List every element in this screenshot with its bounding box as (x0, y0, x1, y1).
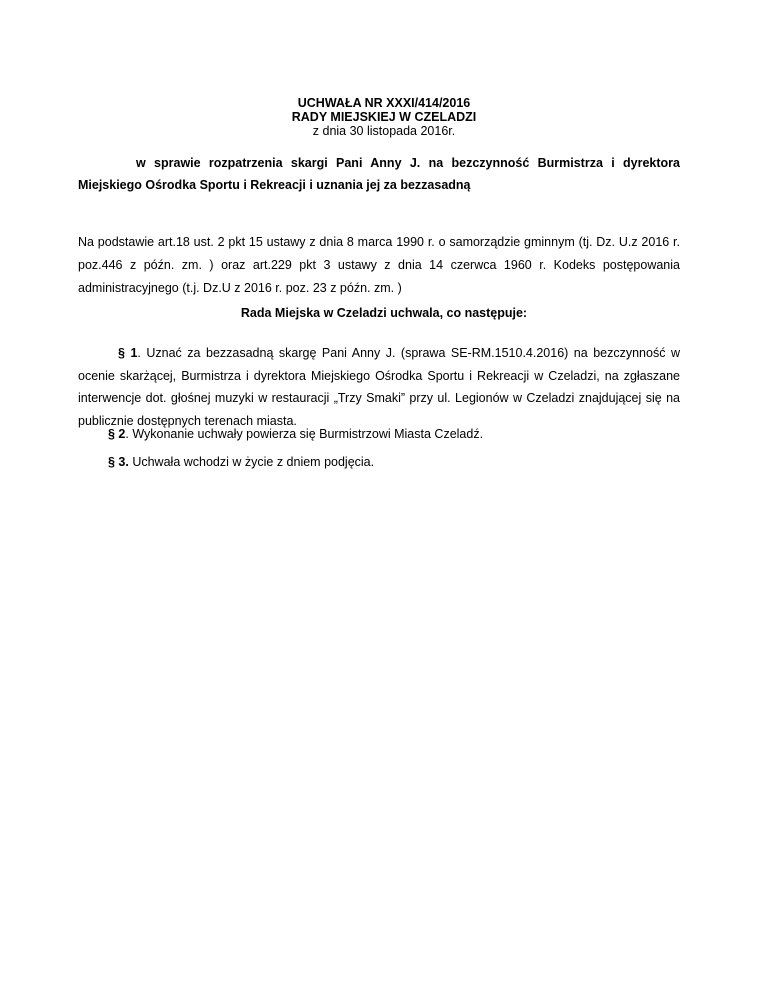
paragraph-1 (78, 342, 680, 432)
council-name: RADY MIEJSKIEJ W CZELADZI (291, 110, 477, 124)
paragraph-2 (108, 426, 483, 442)
paragraph-3-symbol: § 3. (108, 455, 129, 469)
paragraph-2-text: . Wykonanie uchwały powierza się Burmistrzowi Miasta Czeladź. (125, 427, 484, 441)
legal-basis: Na podstawie art.18 ust. 2 pkt 15 ustawy z dnia 8 marca 1990 r. o samorządzie gminnym (tj. Dz. U.z 2016 r. poz.446 z późn. zm. ) oraz art.229 pkt 3 ustawy z dnia 14 czerwca 1960 r. Kodeks postępowania administracyjnego (t.j. Dz.U z 2016 r. poz. 23 z późn. zm. ) (78, 235, 680, 295)
resolution-number: UCHWAŁA NR XXXI/414/2016 (297, 96, 471, 110)
council-resolves-heading: Rada Miejska w Czeladzi uchwala, co następuje: (240, 306, 528, 320)
paragraph-1-text: . Uznać za bezzasadną skargę Pani Anny J. (sprawa SE-RM.1510.4.2016) na bezczynność w ocenie skarżącej, Burmistrza i dyrektora Miejskiego Ośrodka Sportu i Rekreacji w Czeladzi, na zgłaszane interwencje dot. głośnej muzyki w restauracji „Trzy Smaki” przy ul. Legionów w Czeladzi znajdującej się na publicznie dostępnych terenach miasta. (78, 346, 680, 428)
resolution-subject (78, 152, 680, 196)
resolution-header (0, 96, 768, 138)
subject-text: w sprawie rozpatrzenia skargi Pani Anny J. na bezczynność Burmistrza i dyrektora Miejskiego Ośrodka Sportu i Rekreacji i uznania jej za bezzasadną (78, 156, 680, 192)
paragraph-3 (108, 454, 374, 470)
paragraph-2-symbol: § 2 (108, 427, 126, 441)
paragraph-1-symbol: § 1 (118, 346, 138, 360)
paragraph-3-text: Uchwała wchodzi w życie z dniem podjęcia. (128, 455, 375, 469)
resolution-date: z dnia 30 listopada 2016r. (312, 124, 456, 138)
